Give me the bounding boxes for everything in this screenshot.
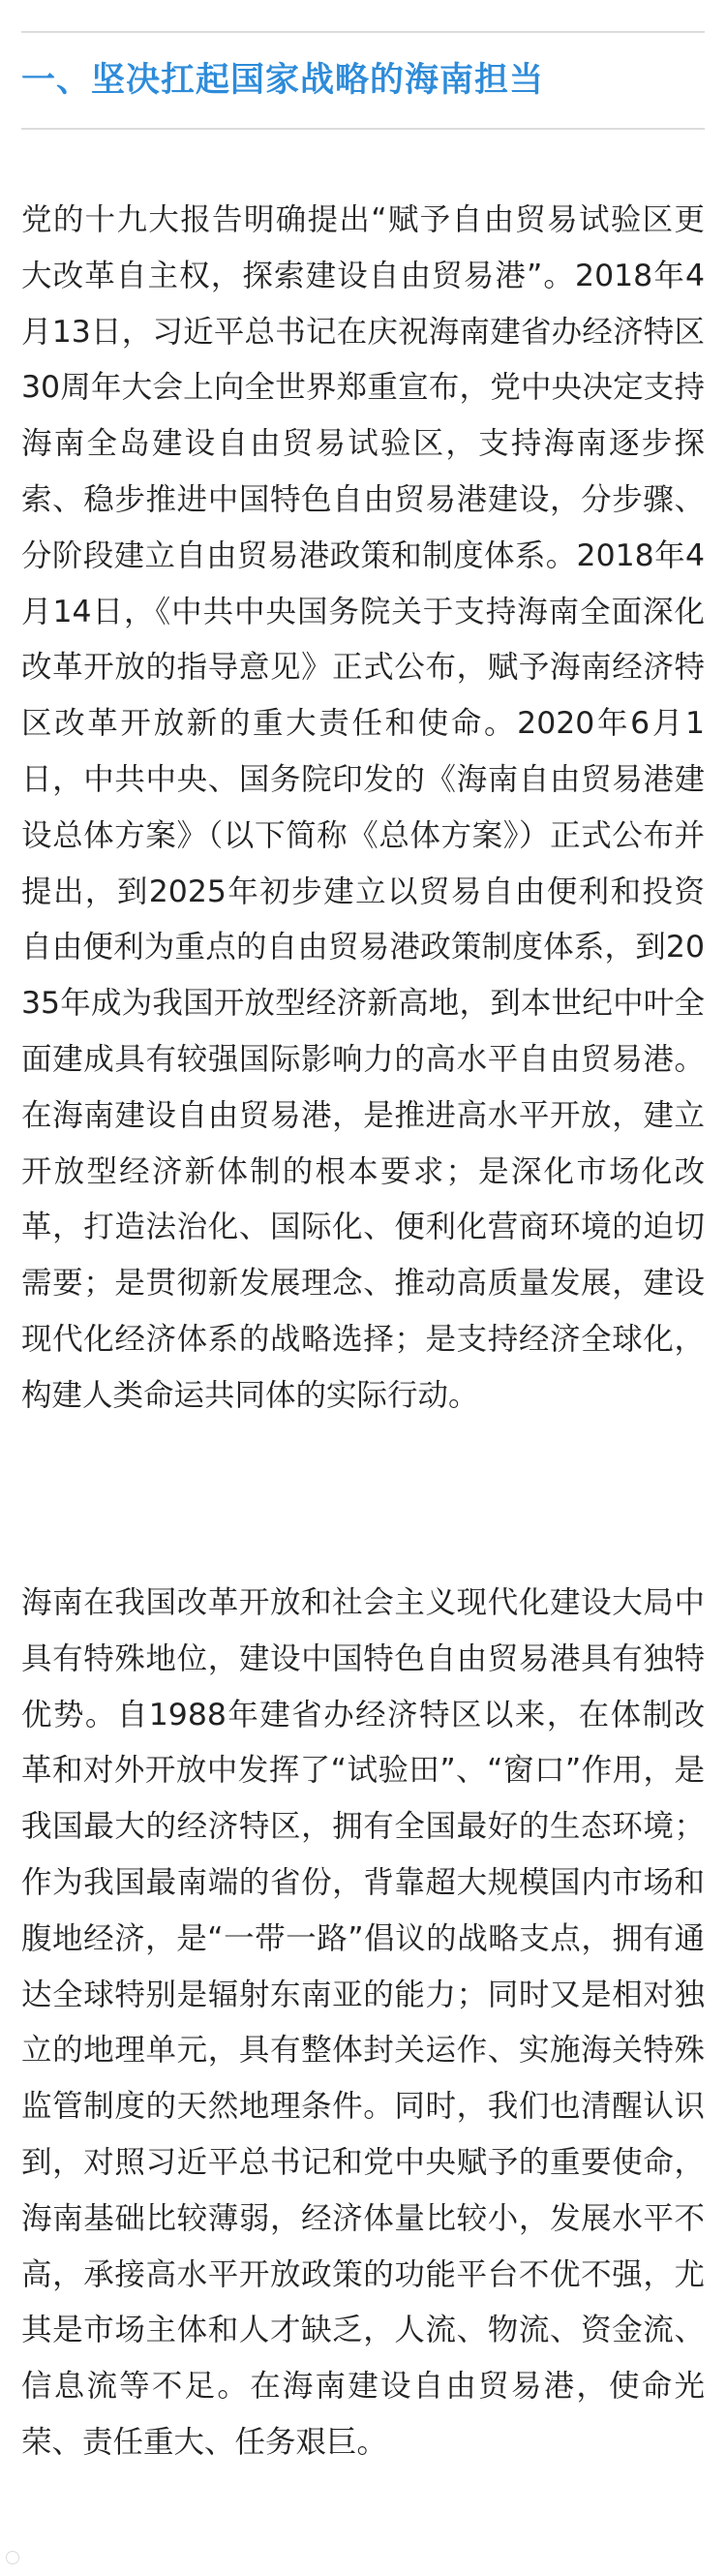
section-heading: 一、坚决扛起国家战略的海南担当	[21, 61, 545, 100]
heading-top-divider	[21, 31, 705, 33]
article-paragraph-1: 党的十九大报告明确提出“赋予自由贸易试验区更大改革自主权，探索建设自由贸易港”。2018年4月13日，习近平总书记在庆祝海南建省办经济特区30周年大会上向全世界郑重宣布，党中央决定支持海南全岛建设自由贸易试验区，支持海南逐步探索、稳步推进中国特色自由贸易港建设，分步骤、分阶段建立自由贸易港政策和制度体系。2018年4月14日，《中共中央国务院关于支持海南全面深化改革开放的指导意见》正式公布，赋予海南经济特区改革开放新的重大责任和使命。2020年6月1日，中共中央、国务院印发的《海南自由贸易港建设总体方案》（以下简称《总体方案》）正式公布并提出，到2025年初步建立以贸易自由便利和投资自由便利为重点的自由贸易港政策制度体系，到2035年成为我国开放型经济新高地，到本世纪中叶全面建成具有较强国际影响力的高水平自由贸易港。在海南建设自由贸易港，是推进高水平开放，建立开放型经济新体制的根本要求；是深化市场化改革，打造法治化、国际化、便利化营商环境的迫切需要；是贯彻新发展理念、推动高质量发展，建设现代化经济体系的战略选择；是支持经济全球化，构建人类命运共同体的实际行动。	[21, 202, 705, 1413]
image-watermark	[6, 2551, 19, 2564]
article-paragraph-2: 海南在我国改革开放和社会主义现代化建设大局中具有特殊地位，建设中国特色自由贸易港具有独特优势。自1988年建省办经济特区以来，在体制改革和对外开放中发挥了“试验田”、“窗口”作用，是我国最大的经济特区，拥有全国最好的生态环境；作为我国最南端的省份，背靠超大规模国内市场和腹地经济，是“一带一路”倡议的战略支点，拥有通达全球特别是辐射东南亚的能力；同时又是相对独立的地理单元，具有整体封关运作、实施海关特殊监管制度的天然地理条件。同时，我们也清醒认识到，对照习近平总书记和党中央赋予的重要使命，海南基础比较薄弱，经济体量比较小，发展水平不高，承接高水平开放政策的功能平台不优不强，尤其是市场主体和人才缺乏，人流、物流、资金流、信息流等不足。在海南建设自由贸易港，使命光荣、责任重大、任务艰巨。	[21, 1585, 705, 2460]
heading-bottom-divider	[21, 128, 705, 130]
watermark-logo-icon	[6, 2551, 19, 2564]
